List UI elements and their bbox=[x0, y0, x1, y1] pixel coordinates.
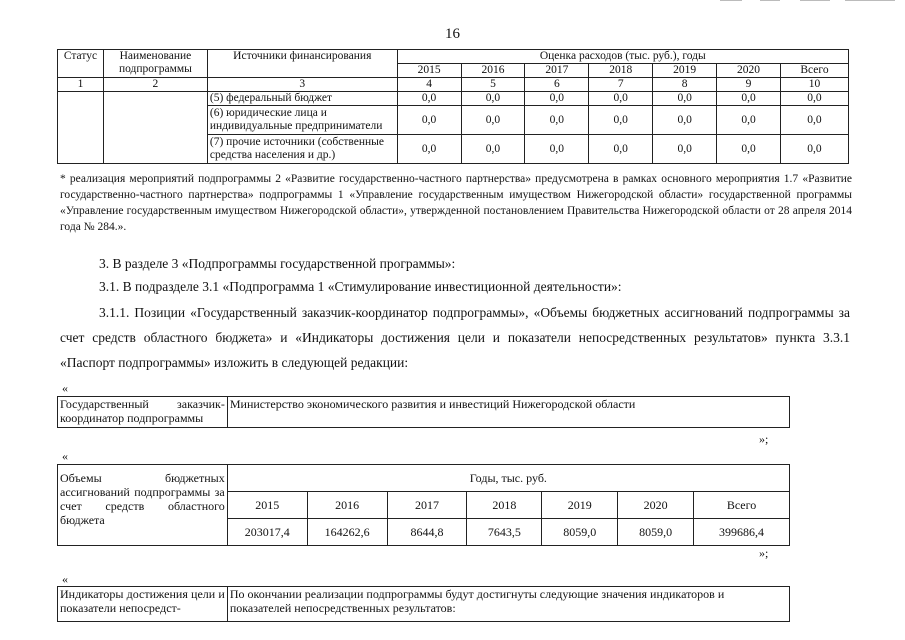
budget-allocations-label: Объемы бюджетных ассигнований подпрограммы за счет средств областного бюджета bbox=[58, 465, 228, 546]
value-cell: 8644,8 bbox=[387, 519, 467, 546]
close-quote: »; bbox=[759, 432, 769, 446]
funding-sources-table bbox=[57, 49, 849, 164]
header-year: 2020 bbox=[618, 492, 694, 519]
header-year: 2018 bbox=[589, 64, 653, 78]
value-cell: 0,0 bbox=[717, 92, 781, 106]
value-cell: 0,0 bbox=[525, 92, 589, 106]
close-quote: »; bbox=[759, 546, 769, 560]
customer-coordinator-label: Государственный заказчик-координатор подпрограммы bbox=[58, 397, 228, 428]
value-cell: 8059,0 bbox=[618, 519, 694, 546]
header-year: 2018 bbox=[467, 492, 542, 519]
indicators-label: Индикаторы достижения цели и показатели непосредст- bbox=[58, 587, 228, 622]
value-cell: 0,0 bbox=[717, 135, 781, 164]
value-cell: 0,0 bbox=[397, 106, 461, 135]
header-year: 2019 bbox=[542, 492, 618, 519]
value-cell: 203017,4 bbox=[227, 519, 307, 546]
value-cell: 0,0 bbox=[653, 106, 717, 135]
value-cell: 0,0 bbox=[589, 92, 653, 106]
column-number: 5 bbox=[461, 78, 525, 92]
status-cell bbox=[58, 92, 104, 164]
value-cell: 0,0 bbox=[653, 135, 717, 164]
column-number: 6 bbox=[525, 78, 589, 92]
open-quote: « bbox=[62, 381, 68, 395]
value-cell: 0,0 bbox=[525, 135, 589, 164]
value-cell: 0,0 bbox=[589, 106, 653, 135]
value-cell: 399686,4 bbox=[694, 519, 790, 546]
header-year: 2016 bbox=[461, 64, 525, 78]
column-number: 1 bbox=[58, 78, 104, 92]
header-year: 2015 bbox=[227, 492, 307, 519]
open-quote: « bbox=[62, 572, 68, 586]
customer-coordinator-value: Министерство экономического развития и инвестиций Нижегородской области bbox=[227, 397, 789, 428]
value-cell: 0,0 bbox=[780, 106, 848, 135]
column-number: 8 bbox=[653, 78, 717, 92]
header-year: 2016 bbox=[307, 492, 387, 519]
value-cell: 0,0 bbox=[525, 106, 589, 135]
header-year: 2015 bbox=[397, 64, 461, 78]
column-number: 4 bbox=[397, 78, 461, 92]
funding-source: (5) федеральный бюджет bbox=[207, 92, 397, 106]
paragraph-subsection-3-1: 3.1. В подразделе 3.1 «Подпрограмма 1 «Стимулирование инвестиционной деятельности»: bbox=[99, 279, 622, 294]
header-status: Статус bbox=[58, 50, 104, 78]
header-year: 2020 bbox=[717, 64, 781, 78]
value-cell: 0,0 bbox=[461, 92, 525, 106]
years-header: Годы, тыс. руб. bbox=[227, 465, 789, 492]
page-number: 16 bbox=[445, 26, 460, 42]
value-cell: 7643,5 bbox=[467, 519, 542, 546]
value-cell: 0,0 bbox=[589, 135, 653, 164]
budget-allocations-table bbox=[57, 464, 790, 546]
funding-source: (7) прочие источники (собственные средства населения и др.) bbox=[207, 135, 397, 164]
header-total: Всего bbox=[694, 492, 790, 519]
indicators-value: По окончании реализации подпрограммы будут достигнуты следующие значения индикаторов и показателей непосредственных результатов: bbox=[227, 587, 789, 622]
value-cell: 0,0 bbox=[397, 135, 461, 164]
column-number: 7 bbox=[589, 78, 653, 92]
paragraph-section-3: 3. В разделе 3 «Подпрограммы государственной программы»: bbox=[99, 256, 456, 271]
indicators-table bbox=[57, 586, 790, 622]
subprogram-name-cell bbox=[103, 92, 207, 164]
footnote: * реализация мероприятий подпрограммы 2 «Развитие государственно-частного партнерства» предусмотрена в рамках основного мероприятия 1.7 «Развитие государственно-частного партнерства» подпрограммы 1 «Управление государственным имуществом Нижегородской области» государственной программы «Управление государственным имуществом Нижегородской области», утвержденной постановлением Правительства Нижегородской области от 28 апреля 2014 года № 284.». bbox=[60, 173, 852, 233]
table-row bbox=[58, 92, 849, 106]
column-number: 2 bbox=[103, 78, 207, 92]
paragraph-3-1-1: 3.1.1. Позиции «Государственный заказчик-координатор подпрограммы», «Объемы бюджетных ассигнований подпрограммы за счет средств областного бюджета» и «Индикаторы достижения цели и показатели непосредственных результатов» пункта 3.3.1 «Паспорт подпрограммы» изложить в следующей редакции: bbox=[60, 305, 850, 370]
header-year: 2017 bbox=[387, 492, 467, 519]
value-cell: 0,0 bbox=[653, 92, 717, 106]
value-cell: 164262,6 bbox=[307, 519, 387, 546]
value-cell: 0,0 bbox=[461, 106, 525, 135]
header-year: 2017 bbox=[525, 64, 589, 78]
funding-source: (6) юридические лица и индивидуальные предприниматели bbox=[207, 106, 397, 135]
open-quote: « bbox=[62, 449, 68, 463]
header-funding-sources: Источники финансирования bbox=[207, 50, 397, 78]
value-cell: 0,0 bbox=[461, 135, 525, 164]
value-cell: 0,0 bbox=[780, 135, 848, 164]
header-cost-estimate: Оценка расходов (тыс. руб.), годы bbox=[397, 50, 848, 64]
header-total: Всего bbox=[780, 64, 848, 78]
column-number: 9 bbox=[717, 78, 781, 92]
value-cell: 0,0 bbox=[397, 92, 461, 106]
column-number: 10 bbox=[780, 78, 848, 92]
value-cell: 0,0 bbox=[780, 92, 848, 106]
header-year: 2019 bbox=[653, 64, 717, 78]
value-cell: 0,0 bbox=[717, 106, 781, 135]
value-cell: 8059,0 bbox=[542, 519, 618, 546]
customer-coordinator-table bbox=[57, 396, 790, 428]
header-subprogram-name: Наименование подпрограммы bbox=[103, 50, 207, 78]
column-number: 3 bbox=[207, 78, 397, 92]
